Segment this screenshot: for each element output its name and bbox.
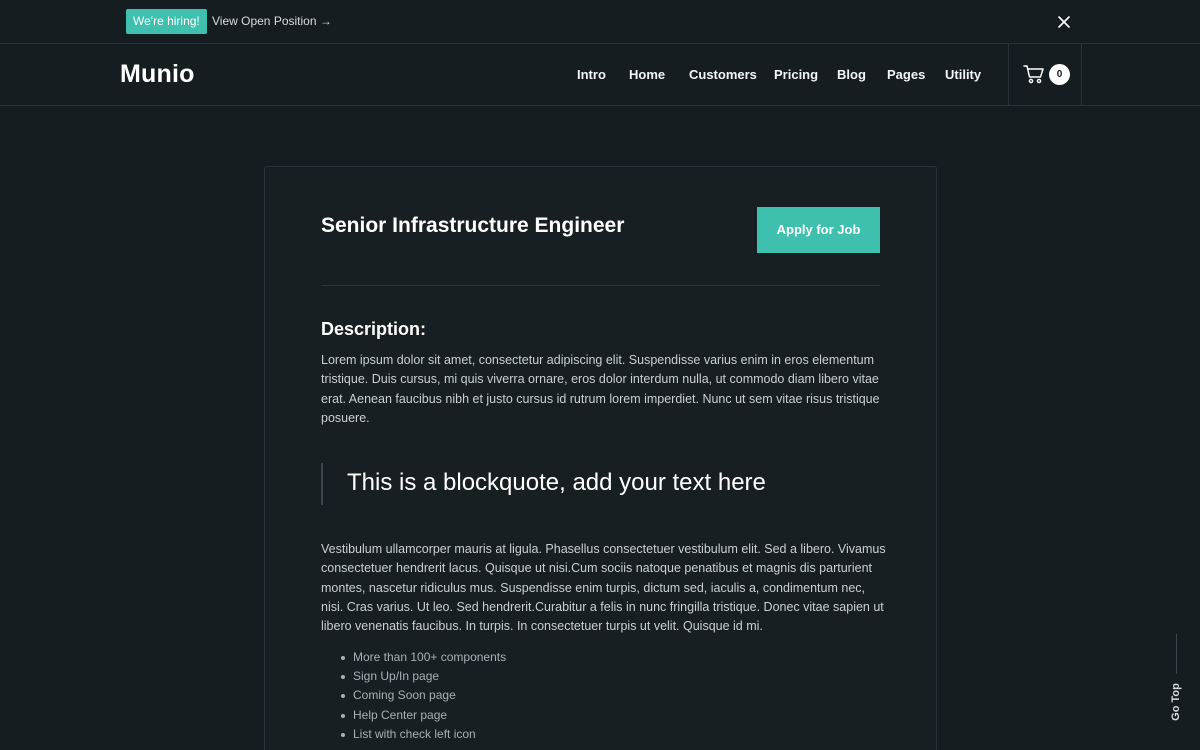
- nav-item-pricing[interactable]: Pricing: [774, 67, 819, 82]
- cart-button[interactable]: [1008, 44, 1082, 105]
- nav-item-blog[interactable]: Blog: [837, 67, 866, 82]
- go-top-line: [1176, 634, 1177, 674]
- description-heading: Description:: [321, 319, 427, 339]
- close-icon[interactable]: [1056, 14, 1072, 30]
- hiring-badge: We're hiring!: [126, 9, 207, 34]
- go-top-button[interactable]: Go Top: [1170, 683, 1182, 721]
- cart-icon: [1023, 64, 1045, 84]
- list-item: Sign Up/In page: [321, 667, 506, 686]
- list-item: List with check left icon: [321, 725, 506, 744]
- nav-item-home[interactable]: Home: [629, 67, 666, 82]
- job-detail-card: [264, 166, 937, 750]
- list-item: Help Center page: [321, 706, 506, 725]
- nav-item-utility[interactable]: Utility: [945, 67, 982, 82]
- list-item: Coming Soon page: [321, 686, 506, 705]
- job-title: Senior Infrastructure Engineer: [321, 214, 625, 237]
- site-header: [0, 44, 1200, 106]
- nav-item-intro[interactable]: Intro: [577, 67, 606, 82]
- view-open-position-link[interactable]: View Open Position →: [212, 14, 332, 28]
- feature-list: [321, 648, 506, 744]
- cart-count-badge: 0: [1049, 64, 1070, 85]
- logo[interactable]: Munio: [120, 60, 195, 88]
- description-text: Lorem ipsum dolor sit amet, consectetur adipiscing elit. Suspendisse varius enim in eros elementum tristique. Duis cursus, mi quis viverra ornare, eros dolor interdum nulla, ut commodo diam libero vitae erat. Aenean faucibus nibh et justo cursus id rutrum lorem imperdiet. Nunc ut sem vitae risus tristique posuere.: [321, 353, 880, 425]
- divider: [321, 285, 880, 286]
- body-text: Vestibulum ullamcorper mauris at ligula. Phasellus consectetuer vestibulum elit. Sed a libero. Vivamus consectetuer hendrerit lacus. Quisque ut nisi.Cum sociis natoque penatibus et magnis dis parturient montes, nascetur ridiculus mus. Suspendisse enim turpis, dictum sed, iaculis a, condimentum nec, nisi. Cras varius. Ut leo. Sed hendrerit.Curabitur a felis in nunc fringilla tristique. Donec vitae sapien ut libero venenatis faucibus. In turpis. In consectetuer turpis ut velit. Quisque id mi.: [321, 542, 886, 634]
- nav-item-customers[interactable]: Customers: [689, 67, 757, 82]
- blockquote: This is a blockquote, add your text here: [321, 463, 881, 505]
- apply-for-job-button[interactable]: Apply for Job: [757, 207, 880, 253]
- announcement-bar: [0, 0, 1200, 44]
- nav-item-pages[interactable]: Pages: [887, 67, 926, 82]
- list-item: More than 100+ components: [321, 648, 506, 667]
